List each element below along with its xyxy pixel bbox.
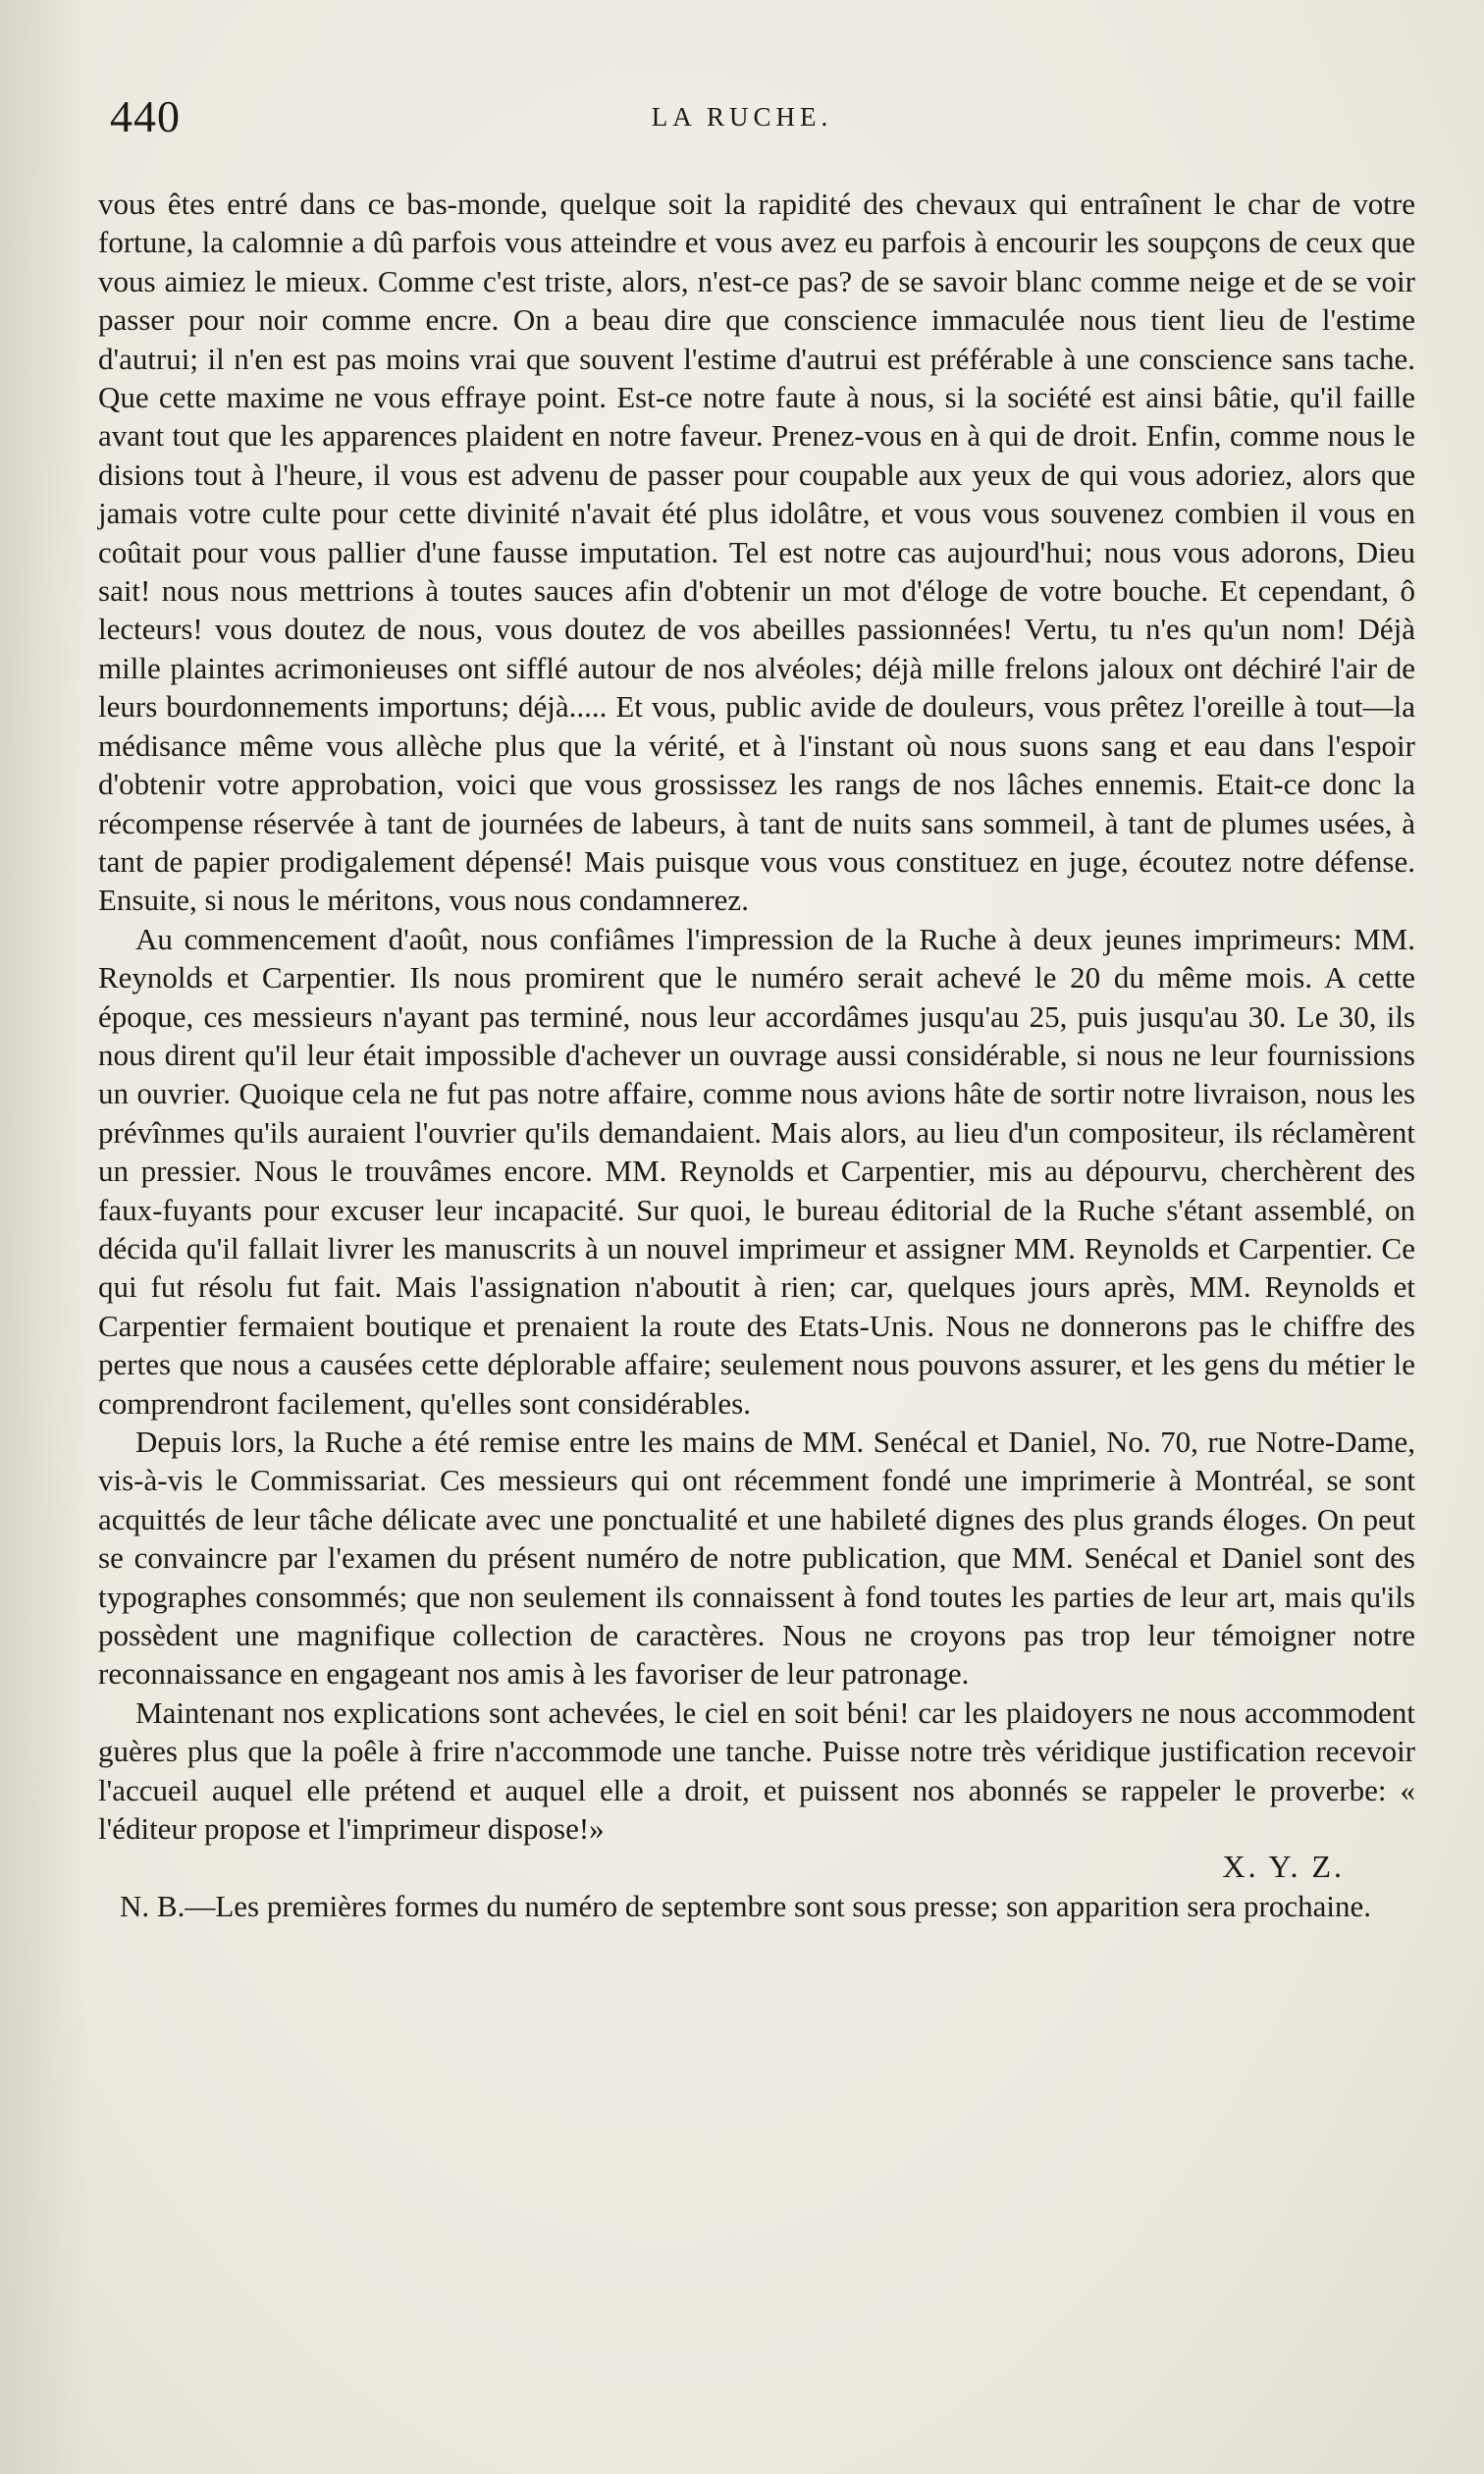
paragraph-continuation: vous êtes entré dans ce bas-monde, quelque soit la rapidité des chevaux qui entraînent le char de votre fortune, la calomnie a dû parfois vous atteindre et vous avez eu parfois à encourir les soupçons de ceux que vous aimiez le mieux. Comme c'est triste, alors, n'est-ce pas? de se savoir blanc comme neige et de se voir passer pour noir comme encre. On a beau dire que conscience immaculée nous tient lieu de l'estime d'autrui; il n'en est pas moins vrai que souvent l'estime d'autrui est préférable à une conscience sans tache. Que cette maxime ne vous effraye point. Est-ce notre faute à nous, si la société est ainsi bâtie, qu'il faille avant tout que les apparences plaident en notre faveur. Prenez-vous en à qui de droit. Enfin, comme nous le disions tout à l'heure, il vous est advenu de passer pour coupable aux yeux de qui vous adoriez, alors que jamais votre culte pour cette divinité n'avait été plus idolâtre, et vous vous souvenez combien il vous en coûtait pour vous pallier d'une fausse imputation. Tel est notre cas aujourd'hui; nous vous adorons, Dieu sait! nous nous mettrions à toutes sauces afin d'obtenir un mot d'éloge de votre bouche. Et cependant, ô lecteurs! vous doutez de nous, vous doutez de vos abeilles passionnées! Vertu, tu n'es qu'un nom! Déjà mille plaintes acrimonieuses ont sifflé autour de nos alvéoles; déjà mille frelons jaloux ont déchiré l'air de leurs bourdonnements importuns; déjà..... Et vous, public avide de douleurs, vous prêtez l'oreille à tout—la médisance même vous allèche plus que la vérité, et à l'instant où nous suons sang et eau dans l'espoir d'obtenir votre approbation, voici que vous grossissez les rangs de nos lâches ennemis. Etait-ce donc la récompense réservée à tant de journées de labeurs, à tant de nuits sans sommeil, à tant de plumes usées, à tant de papier prodigalement dépensé! Mais puisque vous vous constituez en juge, écoutez notre défense. Ensuite, si nous le méritons, vous nous condamnerez.: [98, 187, 1415, 918]
paragraph-closing: Maintenant nos explications sont achevées, le ciel en soit béni! car les plaidoyers ne nous accommodent guères plus que la poêle à frire n'accommode une tanche. Puisse notre très véridique justification recevoir l'accueil auquel elle prétend et auquel elle a droit, et puissent nos abonnés se rappeler le proverbe: « l'éditeur propose et l'imprimeur dispose!»: [98, 1694, 1415, 1847]
author-signature: X. Y. Z.: [1222, 1849, 1345, 1885]
article-body: [98, 185, 1415, 1925]
paragraph-new-printers: Depuis lors, la Ruche a été remise entre les mains de MM. Senécal et Daniel, No. 70, rue Notre-Dame, vis-à-vis le Commissariat. Ces messieurs qui ont récemment fondé une imprimerie à Montréal, se sont acquittés de leur tâche délicate avec une ponctualité et une habileté dignes des plus grands éloges. On peut se convaincre par l'examen du présent numéro de notre publication, que MM. Senécal et Daniel sont des typographes consommés; que non seulement ils connaissent à fond toutes les parties de leur art, mais qu'ils possèdent une magnifique collection de caractères. Nous ne croyons pas trop leur témoigner notre reconnaissance en engageant nos amis à les favoriser de leur patronage.: [98, 1425, 1415, 1692]
paragraph-printing-history: Au commencement d'août, nous confiâmes l'impression de la Ruche à deux jeunes imprimeurs: MM. Reynolds et Carpentier. Ils nous promirent que le numéro serait achevé le 20 du même mois. A cette époque, ces messieurs n'ayant pas terminé, nous leur accordâmes jusqu'au 25, puis jusqu'au 30. Le 30, ils nous dirent qu'il leur était impossible d'achever un ouvrage aussi considérable, si nous ne leur fournissions un ouvrier. Quoique cela ne fut pas notre affaire, comme nous avions hâte de sortir notre livraison, nous les prévînmes qu'ils auraient l'ouvrier qu'ils demandaient. Mais alors, au lieu d'un compositeur, ils réclamèrent un pressier. Nous le trouvâmes encore. MM. Reynolds et Carpentier, mis au dépourvu, cherchèrent des faux-fuyants pour excuser leur incapacité. Sur quoi, le bureau éditorial de la Ruche s'étant assemblé, on décida qu'il fallait livrer les manuscrits à un nouvel imprimeur et assigner MM. Reynolds et Carpentier. Ce qui fut résolu fut fait. Mais l'assignation n'aboutit à rien; car, quelques jours après, MM. Reynolds et Carpentier fermaient boutique et prenaient la route des Etats-Unis. Nous ne donnerons pas le chiffre des pertes que nous a causées cette déplorable affaire; seulement nous pouvons assurer, et les gens du métier le comprendront facilement, qu'elles sont considérables.: [98, 921, 1415, 1421]
editorial-note: N. B.—Les premières formes du numéro de septembre sont sous presse; son apparition sera prochaine.: [120, 1888, 1371, 1923]
page-number: 440: [110, 91, 181, 141]
page-edge-shadow: [0, 0, 88, 2474]
running-title: LA RUCHE.: [651, 102, 833, 132]
page-header: [98, 90, 1386, 149]
